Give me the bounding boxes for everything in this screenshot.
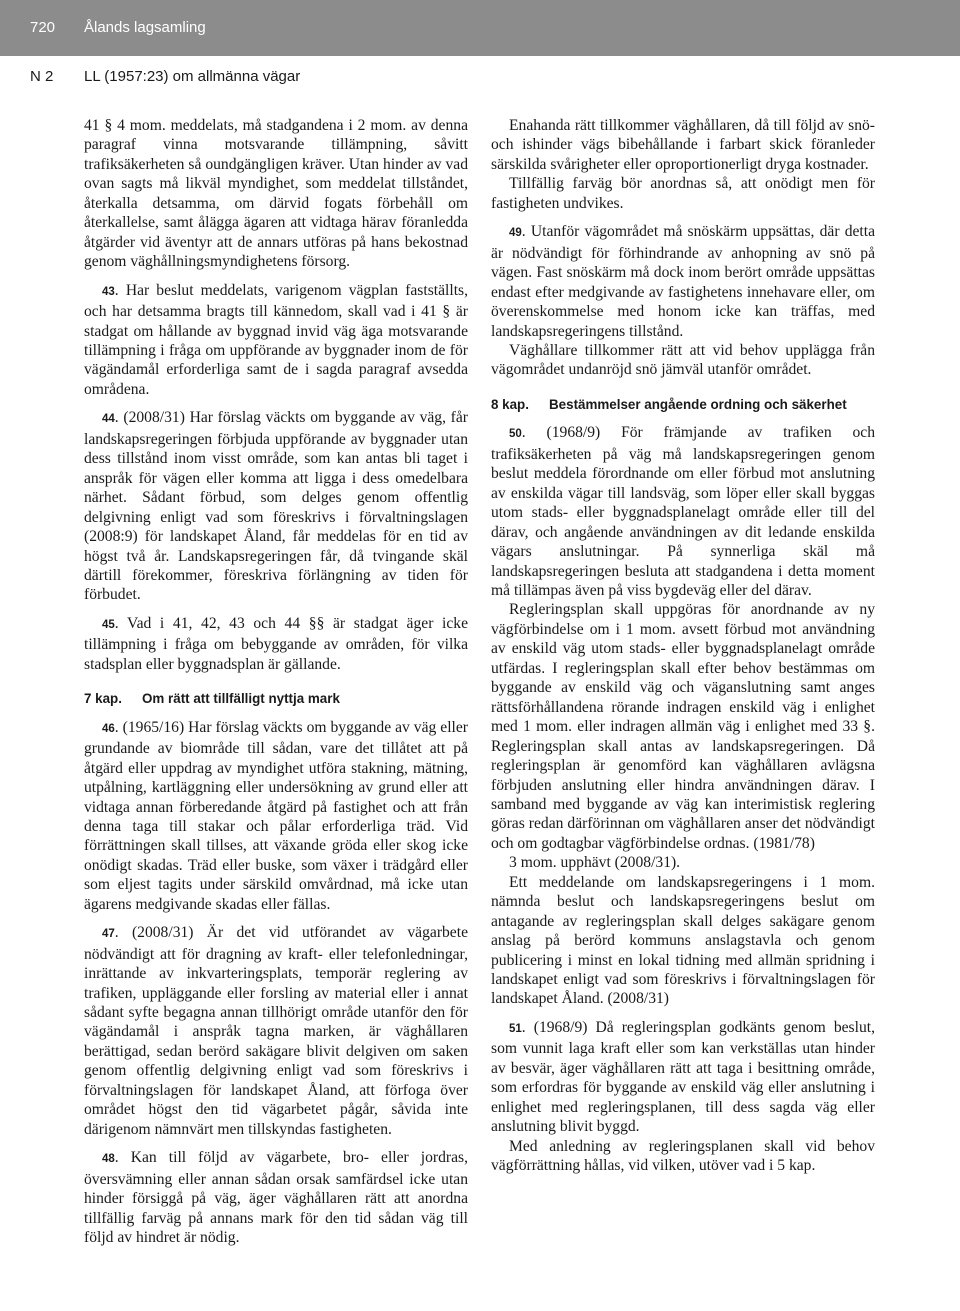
paragraph-44 [84,408,468,605]
paragraph-48-continued-2: Tillfällig farväg bör anordnas så, att onödigt men för fastigheten undvikes. [491,175,875,212]
section-number: 47 [102,928,115,941]
left-column [84,116,468,1247]
chapter-number: 7 kap. [84,691,122,707]
paragraph-51 [491,1018,875,1137]
paragraph-47 [84,923,468,1139]
section-number: 43 [102,285,115,298]
section-text: . (2008/31) Är det vid utförandet av vägarbete nödvändigt att för dragning av kraft- eller telefonledningar, inrättande av inkvarteringsplats, temporär reglering av trafiken, uppläggande eller forsling av material eller i annat sådant syfte begagna annan tillhörigt område utanför den för vägändamål i anspråk tagna marken, är väghållaren berättigad, sedan berörd sakägare blivit delgiven om saken genom offentlig delgivning enligt vad som föreskrivs i förvaltningslagen för landskapet Åland, att förfoga över området högst den tid vägarbetet pågår, såvida inte därigenom nämnvärt men tillskyndas fastigheten. [84,924,468,1138]
page-header-bar [0,0,960,56]
chapter-number: 8 kap. [491,396,529,412]
section-text: . (2008/31) Har förslag väckts om byggande av väg, får landskapsregeringen förbjuda uppförande av byggnader utan dess tillstånd inom visst område, som kan antas bli taget i anspråk för vägen eller komma att ligga i dess omedelbara närhet. Sådant förbud, som delges genom offentlig delgivning enligt vad som föreskrivs i förvaltningslagen (2008:9) för landskapet Åland, får meddelas för en tid av högst två år. Landskapsregeringen får, då tvingande skäl därtill förekommer, föreskriva förlängning av tiden för förbudet. [84,409,468,604]
section-number: 49 [509,227,522,240]
paragraph-46 [84,718,468,915]
section-text: . Vad i 41, 42, 43 och 44 §§ är stadgat äger icke tillämpning i fråga om bebyggande av områden, för vilka stadsplan eller byggnadsplan är gällande. [84,614,468,673]
paragraph-49 [491,222,875,341]
paragraph-45 [84,614,468,674]
section-number: 45 [102,618,115,631]
chapter-title: Bestämmelser angående ordning och säkerhet [549,396,847,412]
section-text: . Kan till följd av vägarbete, bro- eller jordras, översvämning eller annan sådan orsak samfärdsel icke utan hinder försiggå på väg, äger väghållaren rätt att anordna tillfällig farväg på annans mark för den tid sådan väg till följd av hindret är nödig. [84,1149,468,1247]
paragraph-41-continued: 41 § 4 mom. meddelats, må stadgandena i 2 mom. av denna paragraf vinna motsvarande tillämpning, såvitt trafiksäkerheten så oundgängligen kräver. Utan hinder av vad ovan sagts må likväl myndighet, som meddelat tillståndet, återkalla detsamma, om därvid fogats förbehåll om återkallelse, samt ålägga ägaren att vidtaga härav föranledda åtgärder vid äventyr att de annars utföras på hans bekostnad genom väghållningsmyndighetens försorg. [84,117,468,271]
section-number: 44 [102,413,115,426]
section-number: 46 [102,722,115,735]
section-number: 50 [509,428,522,441]
paragraph-49-continued: Väghållare tillkommer rätt att vid behov upplägga från vägområdet undanröjd snö jämväl utanför området. [491,341,875,379]
chapter-7-heading [84,689,468,708]
paragraph-48 [84,1148,468,1247]
law-title: LL (1957:23) om allmänna vägar [84,68,301,85]
section-text: . (1965/16) Har förslag väckts om byggande av väg eller grundande av biområde till sådan, vare det tillåtet att på åtgärd eller uppdrag av myndighet utföra stakning, mätning, utpålning, kartläggning eller undersökning av grund eller att vidtaga annan förberedande åtgärd på fastighet och att från denna taga till stakar och pålar erforderliga träd. Vid förrättningen skall tillses, att växande gröda eller skog icke onödigt skadas. Träd eller buske, som växer i trädgård eller som eljest tagits under särskild omvårdnad, må icke utan ägarens medgivande skadas eller fällas. [84,718,468,913]
paragraph-50-continued-3: Ett meddelande om landskapsregeringens i 1 mom. nämnda beslut och landskapsregeringens beslut om antagande av regleringsplan skall delges sakägare genom anslag på berörd kommuns anslagstavla och genom publicering i minst en lokal tidning med allmän spridning i landskapet enligt vad som föreskrivs i förvaltningslagen för landskapet Åland. (2008/31) [491,873,875,1008]
right-column [491,116,875,1176]
paragraph-43 [84,281,468,400]
section-text: . (1968/9) Då regleringsplan godkänts genom beslut, som vunnit laga kraft eller som kan verkställas utan hinder av besvär, äger väghållaren rätt att taga i besittning område, som erfordras för byggande av enskild väg eller anslutning i enlighet med regleringsplanen, till dess sagda väg eller anslutning blivit byggd. [491,1018,875,1136]
chapter-title: Om rätt att tillfälligt nyttja mark [142,691,340,707]
paragraph-50-continued-1: Regleringsplan skall uppgöras för anordnande av ny vägförbindelse om i 1 mom. avsett förbud mot användning av enskild väg utom stads- eller byggnadsplanelagt område utfärdas. I regleringsplan skall efter behov bestämmas om byggande av enskild väg och väganslutning samt anges rättsförhållandena rörande indragen enskild väg i enlighet med 1 mom. eller indragen allmän väg i enlighet med 33 §. Regleringsplan skall antas av landskapsregeringen. Då regleringsplan är genomförd kan väghållaren avlägsna förbjuden anslutning eller hindra användningen därav. I samband med byggande av väg kan interimistisk reglering göras redan därförinnan om väghållaren anser det nödvändigt och om godtagbar vägförbindelse ordnas. (1981/78) [491,601,875,852]
law-header [0,56,960,96]
section-text: . Utanför vägområdet må snöskärm uppsättas, där detta är nödvändigt för förhindrande av anhopning av snö på vägen. Fast snöskärm må dock inom berört område uppsättas endast efter medgivande av fastighetens innehavare eller, om överenskommelse med honom icke kan träffas, med landskapsregeringens tillstånd. [491,223,875,340]
section-number: 48 [102,1153,115,1166]
section-number: 51 [509,1022,522,1035]
section-text: . Har beslut meddelats, varigenom vägplan fastställts, och har detsamma bragts till kännedom, skall vad i 41 § är stadgat om hållande av byggnad invid väg äga motsvarande tillämpning i fråga om uppförande av byggnader inom de för vägändamål erforderliga samt de i sagda paragraf avsedda områdena. [84,281,468,398]
paragraph-51-continued: Med anledning av regleringsplanen skall vid behov vägförrättning hållas, vid vilken, utöver vad i 5 kap. [491,1137,875,1175]
book-title: Ålands lagsamling [84,19,206,36]
paragraph-48-continued-1: Enahanda rätt tillkommer väghållaren, då till följd av snö- och ishinder vägs bibehållande i farbart skick föranleder särskilda svårigheter eller oproportionerligt dryga kostnader. [491,117,875,173]
page-number: 720 [30,19,56,36]
paragraph-50-continued-2: 3 mom. upphävt (2008/31). [509,854,681,872]
chapter-8-heading [491,395,875,414]
section-code: N 2 [30,68,54,85]
paragraph-50 [491,423,875,600]
section-text: . (1968/9) För främjande av trafiken och trafiksäkerheten på väg må landskapsregeringen genom beslut meddela förordnande om eller förbud mot anslutning av enskilda vägar till landsväg, som löper eller skall byggas utom stads- eller byggnadsplanelagt område eller till del därav, och angående användningen av dit ledande enskilda vägars anslutningar. På synnerliga skäl må landskapsregeringen besluta att stadgandena i detta moment må tillämpas även på viss bygdeväg eller del därav. [491,424,875,599]
